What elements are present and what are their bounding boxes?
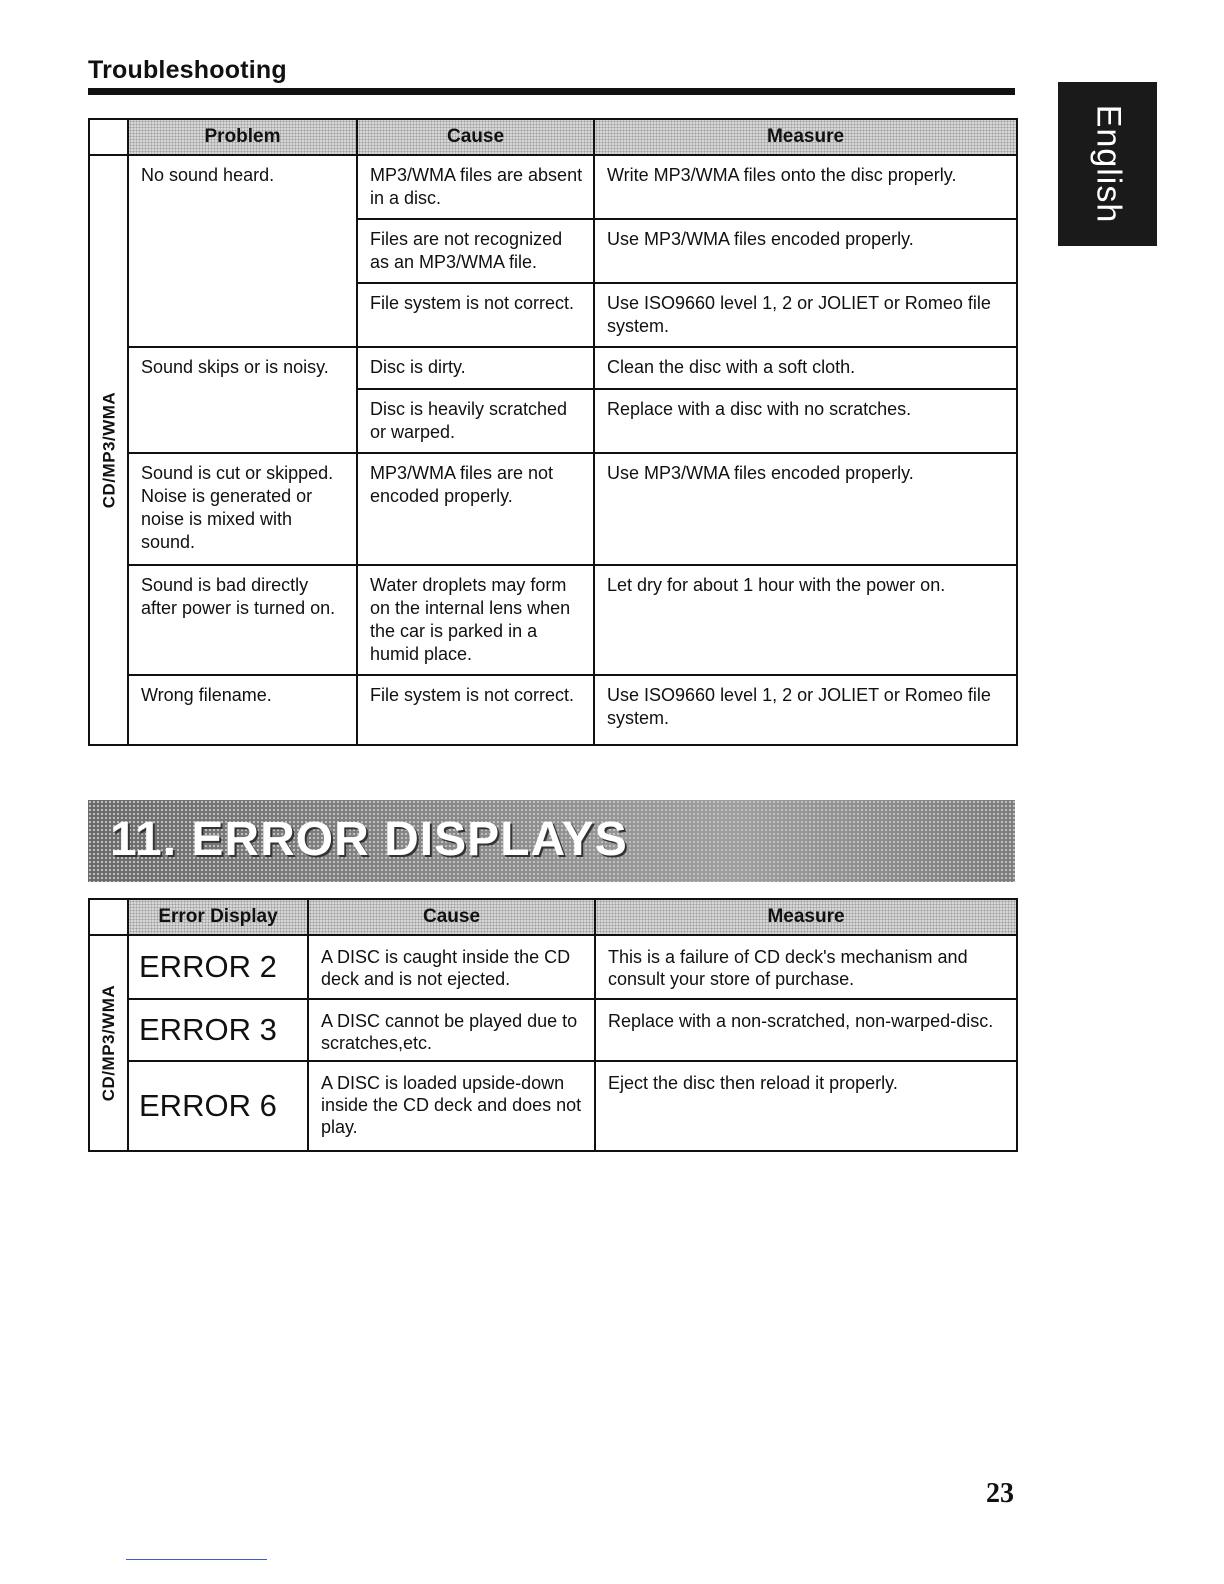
measure-cell: Use MP3/WMA files encoded properly.	[594, 219, 1017, 283]
category-label: CD/MP3/WMA	[98, 984, 118, 1102]
table-row	[89, 453, 1017, 565]
problem-cell: Sound is bad directly after power is turned on.	[128, 565, 357, 675]
language-tab-label: English	[1089, 104, 1127, 224]
problem-cell: Wrong filename.	[128, 675, 357, 745]
table-row	[89, 565, 1017, 675]
error-displays-banner	[88, 800, 1015, 882]
measure-cell: Write MP3/WMA files onto the disc properly.	[594, 155, 1017, 219]
cause-cell: Disc is heavily scratched or warped.	[357, 389, 594, 453]
table-row	[89, 347, 1017, 389]
table-row	[89, 935, 1017, 999]
measure-cell: Use ISO9660 level 1, 2 or JOLIET or Romeo file system.	[594, 675, 1017, 745]
category-label-cell	[89, 935, 128, 1151]
measure-cell: Clean the disc with a soft cloth.	[594, 347, 1017, 389]
measure-cell: Use MP3/WMA files encoded properly.	[594, 453, 1017, 565]
language-tab	[1058, 82, 1157, 246]
page-number: 23	[986, 1478, 1014, 1509]
error-code: ERROR 6	[128, 1061, 308, 1151]
table-row	[89, 675, 1017, 745]
measure-cell: Use ISO9660 level 1, 2 or JOLIET or Romeo file system.	[594, 283, 1017, 347]
cause-cell: A DISC cannot be played due to scratches,etc.	[308, 999, 595, 1061]
cause-cell: File system is not correct.	[357, 283, 594, 347]
cause-cell: MP3/WMA files are not encoded properly.	[357, 453, 594, 565]
cause-cell: File system is not correct.	[357, 675, 594, 745]
category-label: CD/MP3/WMA	[99, 391, 118, 509]
problem-cell: No sound heard.	[128, 155, 357, 347]
cause-cell: MP3/WMA files are absent in a disc.	[357, 155, 594, 219]
problem-cell: Sound skips or is noisy.	[128, 347, 357, 453]
cause-cell: Disc is dirty.	[357, 347, 594, 389]
measure-cell: Replace with a disc with no scratches.	[594, 389, 1017, 453]
cause-cell: Files are not recognized as an MP3/WMA file.	[357, 219, 594, 283]
title-rule	[88, 88, 1015, 95]
error-code: ERROR 2	[128, 935, 308, 999]
header-error-display: Error Display	[128, 899, 308, 935]
measure-cell: Replace with a non-scratched, non-warped-disc.	[595, 999, 1017, 1061]
table-row	[89, 155, 1017, 219]
measure-cell: This is a failure of CD deck's mechanism and consult your store of purchase.	[595, 935, 1017, 999]
troubleshooting-table	[88, 118, 1018, 746]
table-row	[89, 999, 1017, 1061]
error-code: ERROR 3	[128, 999, 308, 1061]
header-measure: Measure	[594, 119, 1017, 155]
table-header-row	[89, 119, 1017, 155]
measure-cell: Let dry for about 1 hour with the power on.	[594, 565, 1017, 675]
cause-cell: A DISC is loaded upside-down inside the CD deck and does not play.	[308, 1061, 595, 1151]
header-cause: Cause	[357, 119, 594, 155]
header-problem: Problem	[128, 119, 357, 155]
header-cause: Cause	[308, 899, 595, 935]
cause-cell: A DISC is caught inside the CD deck and is not ejected.	[308, 935, 595, 999]
header-corner	[89, 899, 128, 935]
error-displays-table	[88, 898, 1018, 1152]
problem-cell: Sound is cut or skipped. Noise is generated or noise is mixed with sound.	[128, 453, 357, 565]
cause-cell: Water droplets may form on the internal lens when the car is parked in a humid place.	[357, 565, 594, 675]
page-title: Troubleshooting	[88, 56, 287, 84]
footer-rule	[126, 1559, 267, 1560]
category-label-cell	[89, 155, 128, 745]
table-header-row	[89, 899, 1017, 935]
table-row	[89, 1061, 1017, 1151]
error-displays-title: 11. ERROR DISPLAYS	[110, 813, 628, 866]
measure-cell: Eject the disc then reload it properly.	[595, 1061, 1017, 1151]
header-corner	[89, 119, 128, 155]
header-measure: Measure	[595, 899, 1017, 935]
